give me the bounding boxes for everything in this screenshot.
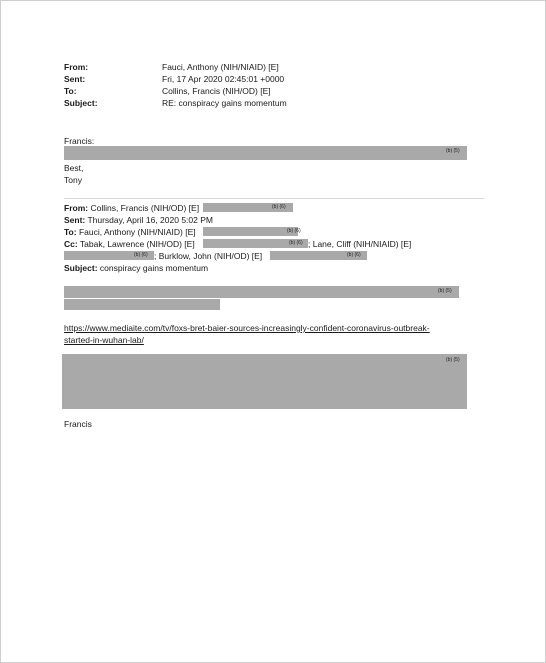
to-value: Collins, Francis (NIH/OD) [E]: [162, 86, 271, 96]
exemption-label: (b) (5): [438, 288, 452, 294]
redaction-block: [203, 227, 298, 236]
original-to-label: To:: [64, 227, 77, 237]
original-sent-row: [64, 214, 213, 226]
original-subject-label: Subject:: [64, 263, 98, 273]
from-value: Fauci, Anthony (NIH/NIAID) [E]: [162, 62, 279, 72]
original-signature: Francis: [64, 419, 92, 429]
reply-signature: Tony: [64, 175, 82, 185]
exemption-label: (b) (6): [272, 204, 286, 210]
subject-label: Subject:: [64, 98, 98, 108]
article-link-line-1[interactable]: https://www.mediaite.com/tv/foxs-bret-baier-sources-increasingly-confident-coronavirus-outbreak-: [64, 323, 430, 333]
original-cc-label: Cc:: [64, 239, 78, 249]
article-link-line-2[interactable]: started-in-wuhan-lab/: [64, 335, 144, 345]
redaction-block: [64, 146, 467, 160]
exemption-label: (b) (6): [287, 228, 301, 234]
redaction-block: [64, 286, 459, 298]
sent-label: Sent:: [64, 74, 86, 84]
redaction-block: [64, 299, 220, 310]
exemption-label: (b) (5): [446, 357, 460, 363]
original-subject-value: conspiracy gains momentum: [97, 263, 209, 273]
exemption-label: (b) (6): [134, 252, 148, 258]
original-from-row: [64, 202, 199, 214]
redaction-block: [62, 354, 467, 409]
reply-closing: Best,: [64, 163, 84, 173]
exemption-label: (b) (5): [446, 148, 460, 154]
reply-greeting: Francis:: [64, 136, 95, 146]
original-sent-label: Sent:: [64, 215, 86, 225]
original-cc-value-2: ; Lane, Cliff (NIH/NIAID) [E]: [308, 239, 412, 249]
original-subject-row: [64, 262, 208, 274]
exemption-label: (b) (6): [347, 252, 361, 258]
original-cc-value: Tabak, Lawrence (NIH/OD) [E]: [77, 239, 195, 249]
exemption-label: (b) (6): [289, 240, 303, 246]
original-to-value: Fauci, Anthony (NIH/NIAID) [E]: [76, 227, 196, 237]
original-cc-row: [64, 238, 195, 250]
subject-value: RE: conspiracy gains momentum: [162, 98, 287, 108]
to-label: To:: [64, 86, 77, 96]
from-label: From:: [64, 62, 89, 72]
original-from-value: Collins, Francis (NIH/OD) [E]: [88, 203, 200, 213]
original-from-label: From:: [64, 203, 89, 213]
sent-value: Fri, 17 Apr 2020 02:45:01 +0000: [162, 74, 285, 84]
original-sent-value: Thursday, April 16, 2020 5:02 PM: [85, 215, 213, 225]
original-to-row: [64, 226, 196, 238]
original-cc-value-3: ; Burklow, John (NIH/OD) [E]: [154, 251, 263, 261]
separator-line: [64, 198, 484, 199]
